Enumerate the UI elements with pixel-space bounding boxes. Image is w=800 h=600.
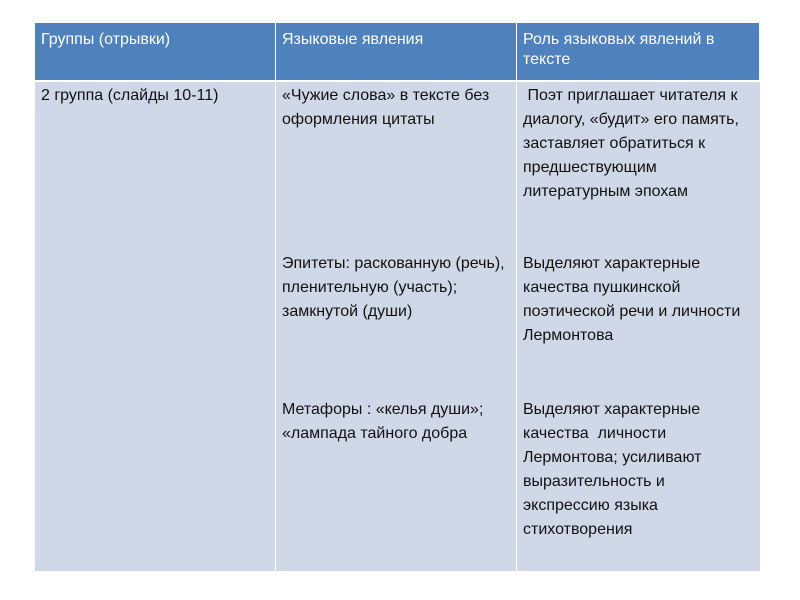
role-dialogue: Поэт приглашает читателя к диалогу, «будит» его память, заставляет обратиться к предшествующим литературным эпохам bbox=[523, 87, 744, 200]
header-groups: Группы (отрывки) bbox=[35, 23, 276, 80]
phenomenon-epithets: Эпитеты: раскованную (речь), пленительную (участь); замкнутой (души) bbox=[282, 255, 505, 320]
group-label: 2 группа (слайды 10-11) bbox=[41, 87, 219, 104]
cell-group bbox=[35, 80, 276, 571]
phenomenon-metaphors: Метафоры : «келья души»; «лампада тайного добра bbox=[282, 401, 484, 442]
cell-role bbox=[517, 80, 760, 571]
header-phenomena: Языковые явления bbox=[276, 23, 517, 80]
analysis-table bbox=[35, 23, 760, 571]
header-role: Роль языковых явлений в тексте bbox=[517, 23, 760, 80]
phenomenon-quotes: «Чужие слова» в тексте без оформления цитаты bbox=[282, 87, 490, 128]
cell-phenomena bbox=[276, 80, 517, 571]
role-lermontov: Выделяют характерные качества личности Лермонтова; усиливают выразительность и экспрессию языка стихотворения bbox=[523, 401, 706, 538]
role-pushkin: Выделяют характерные качества пушкинской поэтической речи и личности Лермонтова bbox=[523, 255, 741, 344]
